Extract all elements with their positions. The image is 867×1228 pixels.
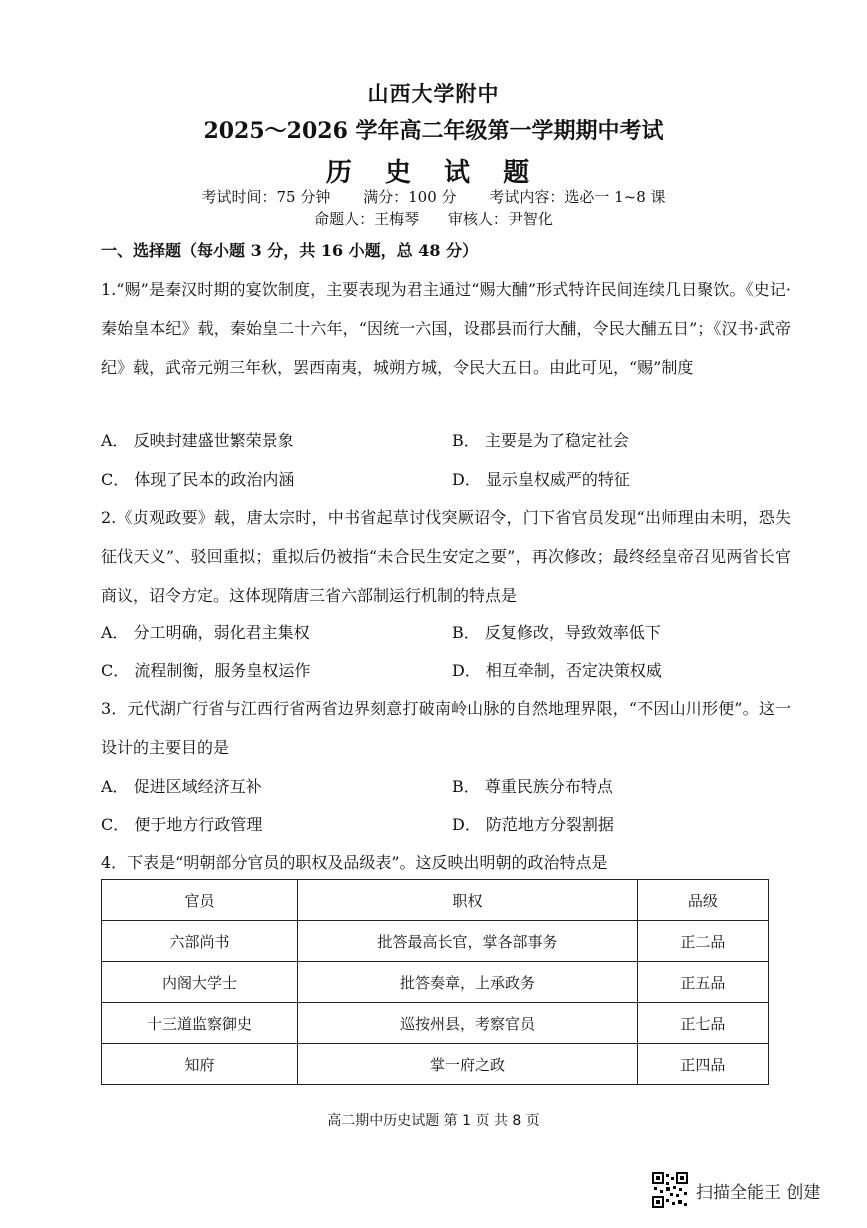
question-2-option-b: B． 反复修改，导致效率低下 (452, 623, 661, 642)
table-header-cell: 职权 (298, 880, 638, 921)
table-cell: 巡按州县，考察官员 (298, 1003, 638, 1044)
table-cell: 正七品 (637, 1003, 768, 1044)
scanner-watermark (652, 1172, 820, 1208)
table-cell: 知府 (102, 1044, 298, 1085)
page-footer: 高二期中历史试题 第 1 页 共 8 页 (327, 1113, 540, 1129)
question-1-option-d: D． 显示皇权威严的特征 (452, 470, 630, 489)
question-setter: 命题人：王梅琴 (314, 210, 420, 228)
subject-title: 历 史 试 题 (325, 158, 542, 188)
table-cell: 批答最高长官，掌各部事务 (298, 921, 638, 962)
question-3-option-a: A． 促进区域经济互补 (101, 777, 262, 796)
exam-info-line-2 (0, 208, 867, 229)
question-4-stem: 4．下表是“明朝部分官员的职权及品级表”。这反映出明朝的政治特点是 (101, 853, 608, 872)
table-cell: 掌一府之政 (298, 1044, 638, 1085)
question-3-option-d: D． 防范地方分裂割据 (452, 815, 614, 834)
table-cell: 正四品 (637, 1044, 768, 1085)
table-cell: 正二品 (637, 921, 768, 962)
question-2-stem: 2.《贞观政要》载，唐太宗时，中书省起草讨伐突厥诏令，门下省官员发现“出师理由未明，恐失征伐天义”、驳回重拟；重拟后仍被指“未合民生安定之要”，再次修改；最终经皇帝召见两省长官商议，诏令方定。这体现隋唐三省六部制运行机制的特点是 (101, 508, 791, 605)
table-cell: 十三道监察御史 (102, 1003, 298, 1044)
table-row (102, 1003, 769, 1044)
table-row (102, 1044, 769, 1085)
table-header-cell: 官员 (102, 880, 298, 921)
question-2-option-d: D． 相互牵制，否定决策权威 (452, 661, 662, 680)
question-2-option-c: C． 流程制衡，服务皇权运作 (101, 661, 311, 680)
exam-duration: 考试时间：75 分钟 (201, 188, 331, 206)
question-2-option-a: A． 分工明确，弱化君主集权 (101, 623, 310, 642)
table-row (102, 962, 769, 1003)
exam-title: 2025～2026 学年高二年级第一学期期中考试 (203, 118, 664, 144)
officials-table (101, 879, 769, 1085)
table-cell: 内阁大学士 (102, 962, 298, 1003)
qr-code-icon (652, 1172, 688, 1208)
reviewer: 审核人：尹智化 (447, 210, 553, 228)
question-3-option-c: C． 便于地方行政管理 (101, 815, 263, 834)
table-row (102, 921, 769, 962)
question-1-option-a: A． 反映封建盛世繁荣景象 (101, 431, 294, 450)
table-header-row (102, 880, 769, 921)
question-1-stem: 1.“赐”是秦汉时期的宴饮制度，主要表现为君主通过“赐大酺”形式特许民间连续几日聚饮。《史记·秦始皇本纪》载，秦始皇二十六年，“因统一六国，设郡县而行大酺，令民大酺五日”；《汉书·武帝纪》载，武帝元朔三年秋，罢西南夷，城朔方城，令民大五日。由此可见，“赐”制度 (101, 280, 791, 377)
exam-scope: 考试内容：选必一 1~8 课 (489, 188, 666, 206)
table-header-cell: 品级 (637, 880, 768, 921)
full-score: 满分：100 分 (363, 188, 457, 206)
section-title: 一、选择题（每小题 3 分，共 16 小题，总 48 分） (101, 241, 479, 260)
table-cell: 正五品 (637, 962, 768, 1003)
exam-info-line-1 (0, 186, 867, 207)
question-1-option-b: B． 主要是为了稳定社会 (452, 431, 629, 450)
school-name: 山西大学附中 (367, 81, 500, 106)
question-1-option-c: C． 体现了民本的政治内涵 (101, 470, 295, 489)
question-3-option-b: B． 尊重民族分布特点 (452, 777, 613, 796)
watermark-text: 扫描全能王 创建 (696, 1182, 821, 1203)
table-cell: 批答奏章，上承政务 (298, 962, 638, 1003)
question-3-stem: 3．元代湖广行省与江西行省两省边界刻意打破南岭山脉的自然地理界限，“不因山川形便”。这一设计的主要目的是 (101, 699, 791, 757)
table-cell: 六部尚书 (102, 921, 298, 962)
